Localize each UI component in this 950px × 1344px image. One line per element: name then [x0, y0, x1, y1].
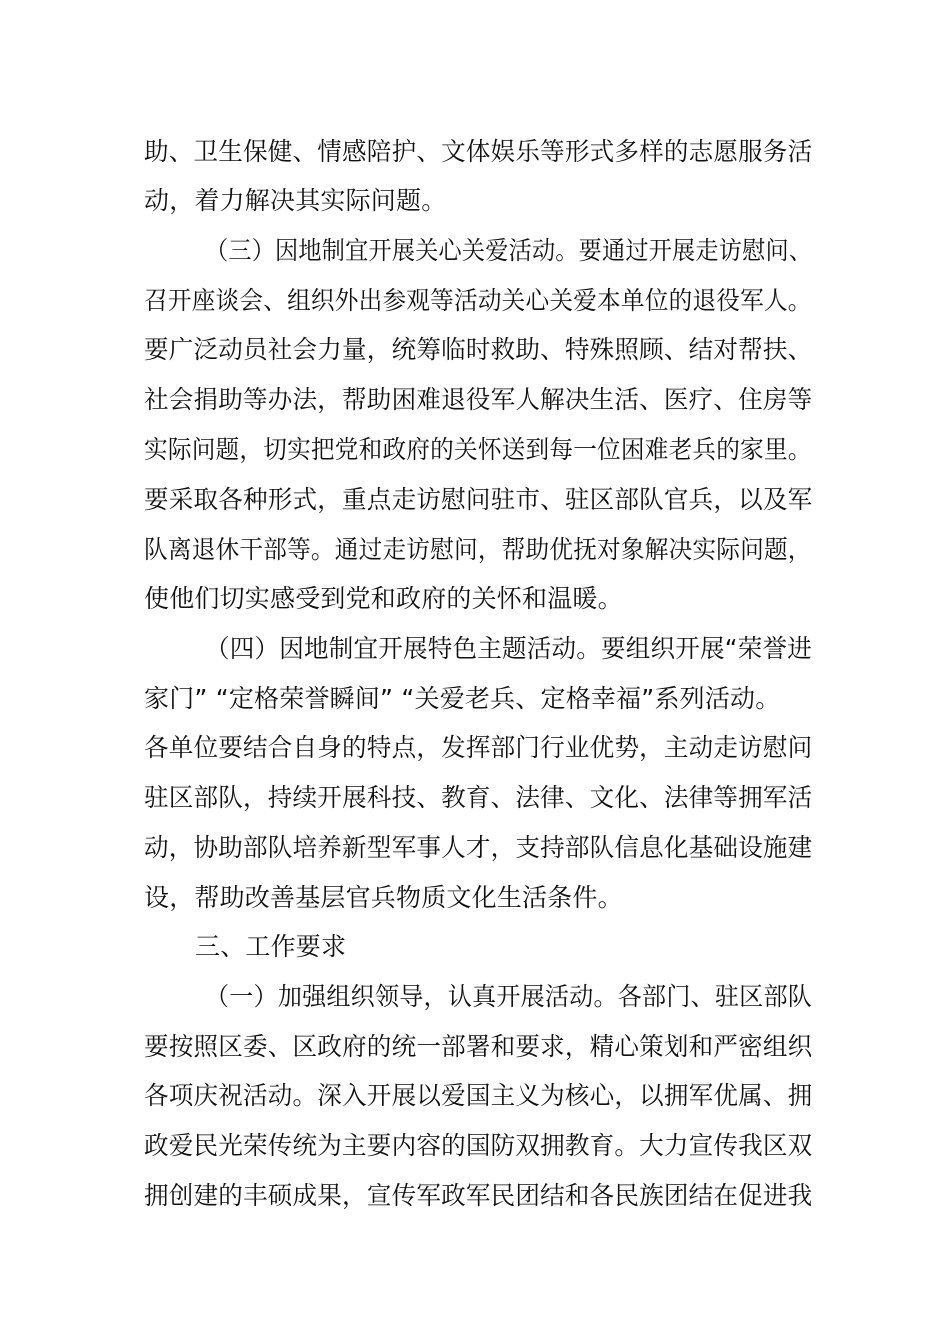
text-line: 队离退休干部等。通过走访慰问，帮助优抚对象解决实际问题， [144, 535, 812, 564]
text-line: 政爱民光荣传统为主要内容的国防双拥教育。大力宣传我区双 [144, 1131, 813, 1160]
paragraph-start-line: （一）加强组织领导，认真开展活动。各部门、驻区部队 [205, 982, 813, 1011]
text-line: 实际问题，切实把党和政府的关怀送到每一位困难老兵的家里。 [144, 435, 812, 464]
text-line: 各单位要结合自身的特点，发挥部门行业优势，主动走访慰问 [144, 733, 813, 762]
text-line: 拥创建的丰硕成果，宣传军政军民团结和各民族团结在促进我 [144, 1181, 813, 1210]
text-line: 使他们切实感受到党和政府的关怀和温暖。 [144, 584, 623, 613]
text-line: 各项庆祝活动。深入开展以爱国主义为核心，以拥军优属、拥 [144, 1081, 813, 1110]
paragraph-start-line: （三）因地制宜开展关心关爱活动。要通过开展走访慰问、 [205, 236, 813, 265]
paragraph-start-line: （四）因地制宜开展特色主题活动。要组织开展“荣誉进 [205, 634, 812, 663]
text-line: 召开座谈会、组织外出参观等活动关心关爱本单位的退役军人。 [144, 286, 812, 315]
text-line: 设，帮助改善基层官兵物质文化生活条件。 [144, 883, 623, 912]
text-line: 驻区部队，持续开展科技、教育、法律、文化、法律等拥军活 [144, 783, 813, 812]
text-line: 动，着力解决其实际问题。 [144, 186, 447, 215]
text-line: 家门” “定格荣誉瞬间” “关爱老兵、定格幸福”系列活动。 [144, 684, 781, 713]
text-line: 要按照区委、区政府的统一部署和要求，精心策划和严密组织 [144, 1032, 813, 1061]
text-line: 要广泛动员社会力量，统筹临时救助、特殊照顾、结对帮扶、 [144, 335, 813, 364]
text-line: 社会捐助等办法，帮助困难退役军人解决生活、医疗、住房等 [144, 385, 813, 414]
text-line: 要采取各种形式，重点走访慰问驻市、驻区部队官兵，以及军 [144, 485, 813, 514]
section-heading: 三、工作要求 [195, 932, 347, 961]
text-line: 动，协助部队培养新型军事人才，支持部队信息化基础设施建 [144, 833, 813, 862]
text-line: 助、卫生保健、情感陪护、文体娱乐等形式多样的志愿服务活 [144, 137, 813, 166]
